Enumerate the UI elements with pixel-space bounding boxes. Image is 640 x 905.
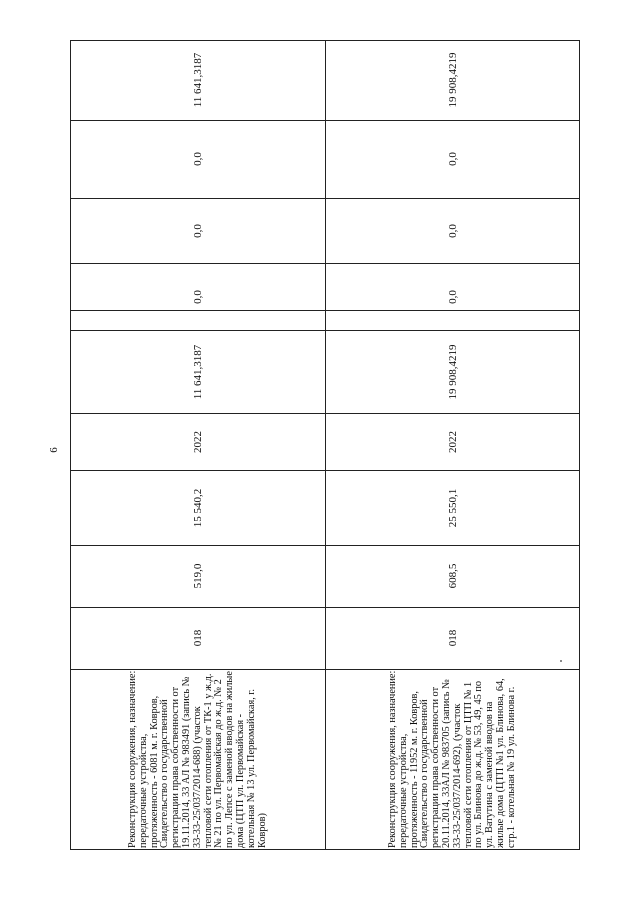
cell-col4: 25 550,1 xyxy=(446,488,459,527)
table-row xyxy=(70,669,325,849)
cell-total: 11 641,3187 xyxy=(191,52,204,108)
cell-length: 519,0 xyxy=(191,563,204,589)
cell-z2: 0,0 xyxy=(446,223,459,238)
table-row xyxy=(325,669,580,849)
cell-z1: 0,0 xyxy=(191,289,204,304)
object-description: Реконструкция сооружения, назначение: передаточные устройства, протяженность - 11952 м. г. Ковров, Свидетельство о государственной регистрации права собственности от 20.11.2014, 33АЛ № 983705 (запись № 33-33-25/037/2014-692), (участок тепловой сети отопления от ЦТП № 1 по ул. Блинова до ж.д. № 53, 49, 45 по ул. Ватутина с заменой вводов на жилые дома (ЦТП №1 ул. Блинова, 64, стр.1 - котельная № 19 ул. Блинова г. xyxy=(386,670,517,848)
cell-z3: 0,0 xyxy=(446,152,459,166)
page-number: 6 xyxy=(48,447,60,453)
cell-length: 608,5 xyxy=(446,563,459,589)
cell-code: 018 xyxy=(446,629,459,647)
cell-cost: 11 641,3187 xyxy=(191,344,204,399)
cell-cost: 19 908,4219 xyxy=(446,344,459,399)
cell-col4: 15 540,2 xyxy=(191,488,204,527)
cell-year: 2022 xyxy=(191,430,204,453)
object-description: Реконструкция сооружения, назначение: передаточные устройства, протяженность - 6081 м. г. Ковров, Свидетельство о государственной регистрации права собственности от 19.11.2014, 33 АЛ № 983491 (запись № 33-33-25/037/2014-688) (участок тепловой сети отопления от ТК-1 у ж.д. № 21 по ул. Первомайская до ж.д. № 2 по ул. Лепсе с заменой вводов на жилые дома (ЦТП ул. Первомайская - котельная № 13 ул. Первомайская, г. Ковров) xyxy=(126,670,267,848)
scan-speck xyxy=(560,660,562,662)
cell-z3: 0,0 xyxy=(191,152,204,166)
budget-table xyxy=(70,40,580,850)
cell-total: 19 908,4219 xyxy=(446,52,459,108)
cell-z2: 0,0 xyxy=(191,223,204,238)
cell-code: 018 xyxy=(191,629,204,647)
cell-z1: 0,0 xyxy=(446,289,459,304)
cell-year: 2022 xyxy=(446,430,459,453)
